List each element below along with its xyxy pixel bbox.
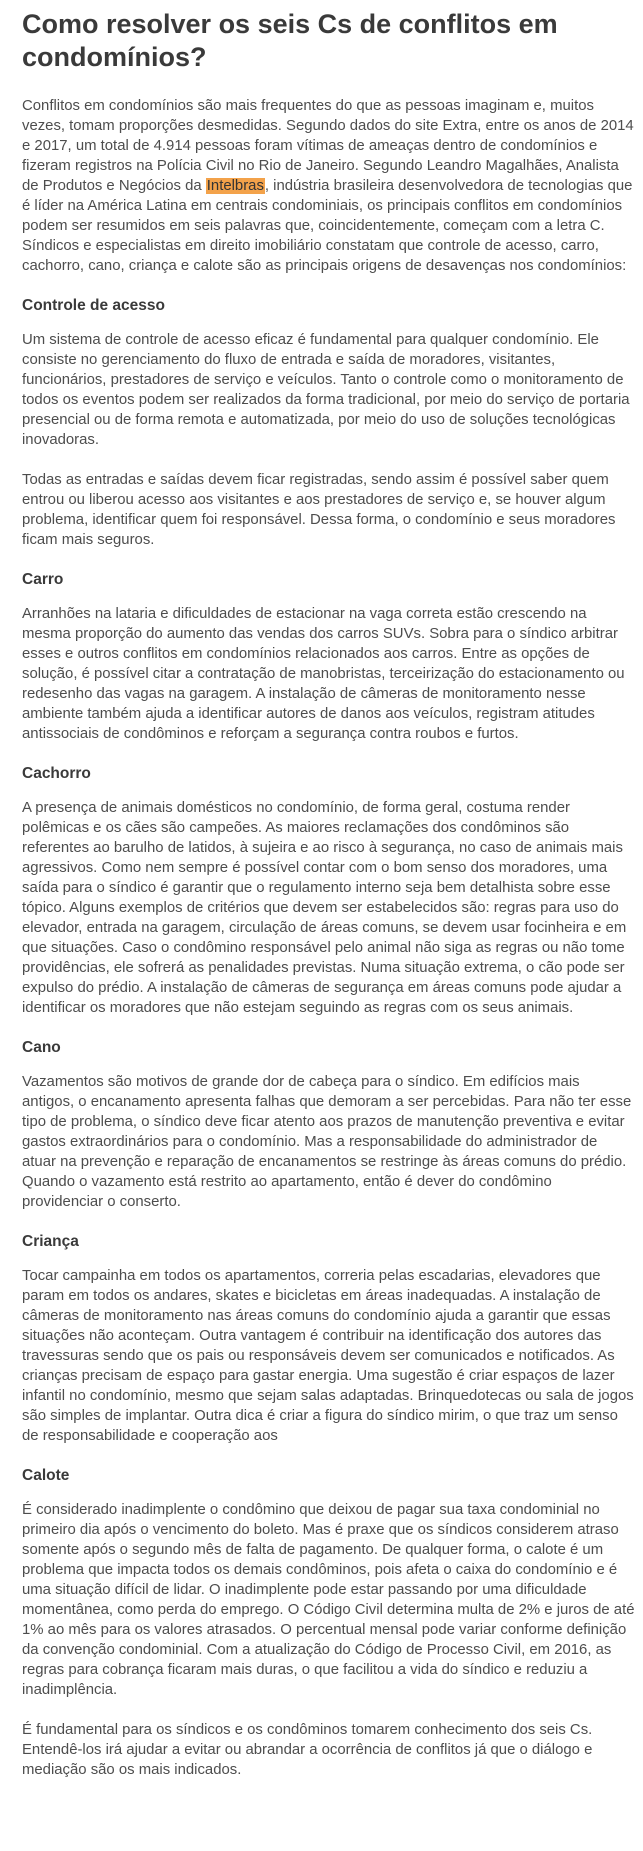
intro-text-after: , indústria brasileira desenvolvedora de tecnologias que é líder na América Latina em centrais condominiais, os principais conflitos em condomínios podem ser resumidos em seis palavras que, coincidentemente, começam com a letra C. Síndicos e especialistas em direito imobiliário constatam que controle de acesso, carro, cachorro, cano, criança e calote são as principais origens de desavenças nos condomínios: xyxy=(22,178,633,274)
section-heading-crianca: Criança xyxy=(22,1233,79,1250)
section-heading-cachorro: Cachorro xyxy=(22,765,91,782)
conclusion-paragraph: É fundamental para os síndicos e os condôminos tomarem conhecimento dos seis Cs. Entendê-los irá ajudar a evitar ou abrandar a ocorrência de conflitos já que o diálogo e mediação são os mais indicados. xyxy=(22,1722,593,1778)
controle-paragraph-1: Um sistema de controle de acesso eficaz é fundamental para qualquer condomínio. Ele consiste no gerenciamento do fluxo de entrada e saída de moradores, visitantes, funcionários, prestadores de serviço e veículos. Tanto o controle como o monitoramento de todos os eventos podem ser realizados da forma tradicional, por meio do serviço de portaria presencial ou de forma remota e automatizada, por meio do uso de soluções tecnológicas inovadoras. xyxy=(22,332,630,448)
article-title: Como resolver os seis Cs de conflitos em condomínios? xyxy=(22,9,558,72)
intro-paragraph xyxy=(22,96,635,276)
section-heading-cano: Cano xyxy=(22,1039,61,1056)
highlighted-brand-name: Intelbras xyxy=(206,178,264,194)
cachorro-paragraph: A presença de animais domésticos no condomínio, de forma geral, costuma render polêmicas e os cães são campeões. As maiores reclamações dos condôminos são referentes ao barulho de latidos, à sujeira e ao risco à segurança, no caso de animais mais agressivos. Como nem sempre é possível contar com o bom senso dos moradores, uma saída para o síndico é garantir que o regulamento interno seja bem detalhista sobre esse tópico. Alguns exemplos de critérios que devem ser estabelecidos são: regras para uso do elevador, entrada na garagem, circulação de áreas comuns, se devem usar focinheira e em que situações. Caso o condômino responsável pelo animal não siga as regras ou não tome providências, ele sofrerá as penalidades previstas. Numa situação extrema, o cão pode ser expulso do prédio. A instalação de câmeras de segurança em áreas comuns pode ajudar a identificar os moradores que não estejam seguindo as regras com os seus animais. xyxy=(22,800,627,1016)
section-heading-controle-de-acesso: Controle de acesso xyxy=(22,297,165,314)
carro-paragraph: Arranhões na lataria e dificuldades de estacionar na vaga correta estão crescendo na mesma proporção do aumento das vendas dos carros SUVs. Sobra para o síndico arbitrar esses e outros conflitos em condomínios relacionados aos carros. Entre as opções de solução, é possível citar a contratação de manobristas, terceirização do estacionamento ou redesenho das vagas na garagem. A instalação de câmeras de monitoramento nesse ambiente também ajuda a identificar autores de danos aos veículos, registram atitudes antissociais de condôminos e reforçam a segurança contra roubos e furtos. xyxy=(22,606,625,742)
cano-paragraph: Vazamentos são motivos de grande dor de cabeça para o síndico. Em edifícios mais antigos, o encanamento apresenta falhas que demoram a ser percebidas. Para não ter esse tipo de problema, o síndico deve ficar atento aos prazos de manutenção preventiva e evitar gastos extraordinários para o condomínio. Mas a responsabilidade do administrador de atuar na prevenção e reparação de encanamentos se restringe às áreas comuns do prédio. Quando o vazamento está restrito ao apartamento, então é dever do condômino providenciar o conserto. xyxy=(22,1074,632,1210)
section-heading-carro: Carro xyxy=(22,571,64,588)
calote-paragraph: É considerado inadimplente o condômino que deixou de pagar sua taxa condominial no primeiro dia após o vencimento do boleto. Mas é praxe que os síndicos considerem atraso somente após o segundo mês de falta de pagamento. De qualquer forma, o calote é um problema que impacta todos os demais condôminos, pois afeta o caixa do condomínio e é uma situação difícil de lidar. O inadimplente pode estar passando por uma dificuldade momentânea, como perda do emprego. O Código Civil determina multa de 2% e juros de até 1% ao mês para os valores atrasados. O percentual mensal pode variar conforme definição da convenção condominial. Com a atualização do Código de Processo Civil, em 2016, as regras para cobrança ficaram mais duras, o que facilitou a vida do síndico e reduziu a inadimplência. xyxy=(22,1502,635,1698)
section-heading-calote: Calote xyxy=(22,1467,70,1484)
controle-paragraph-2: Todas as entradas e saídas devem ficar registradas, sendo assim é possível saber quem entrou ou liberou acesso aos visitantes e aos prestadores de serviço e, se houver algum problema, identificar quem foi responsável. Dessa forma, o condomínio e seus moradores ficam mais seguros. xyxy=(22,472,616,548)
crianca-paragraph: Tocar campainha em todos os apartamentos, correria pelas escadarias, elevadores que param em todos os andares, skates e bicicletas em áreas inadequadas. A instalação de câmeras de monitoramento nas áreas comuns do condomínio ajuda a garantir que essas situações não aconteçam. Outra vantagem é contribuir na identificação dos autores das travessuras sendo que os pais ou responsáveis devem ser comunicados e notificados. As crianças precisam de espaço para gastar energia. Uma sugestão é criar espaços de lazer infantil no condomínio, mesmo que sejam salas adaptadas. Brinquedotecas ou sala de jogos são simples de implantar. Outra dica é criar a figura do síndico mirim, o que traz um senso de responsabilidade e cooperação aos xyxy=(22,1268,634,1444)
intro-text-before: Conflitos em condomínios são mais frequentes do que as pessoas imaginam e, muitos vezes, tomam proporções desmedidas. Segundo dados do site Extra, entre os anos de 2014 e 2017, um total de 4.914 pessoas foram vítimas de ameaças dentro de condomínios e fizeram registros na Polícia Civil no Rio de Janeiro. Segundo Leandro Magalhães, Analista de Produtos e Negócios da xyxy=(22,98,634,194)
